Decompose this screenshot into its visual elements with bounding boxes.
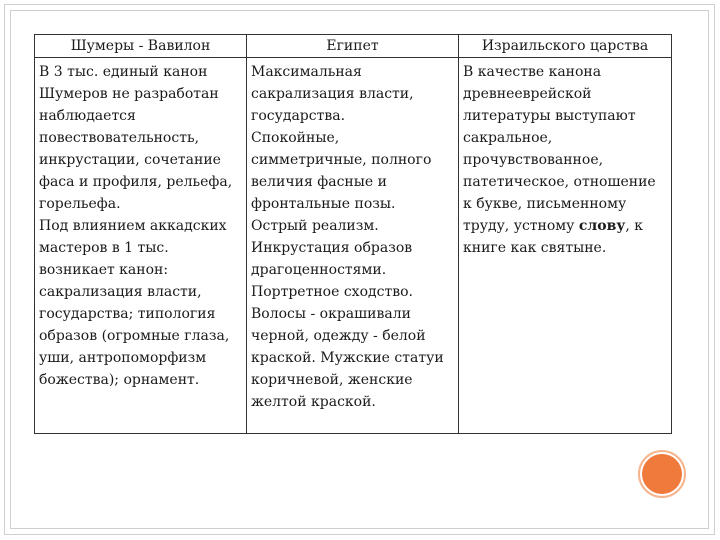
header-israel-kingdom: Израильского царства	[459, 35, 672, 58]
cell-israel-text-start: В качестве канона древнееврейской литературы выступают сакральное, прочувствованное, патетическое, отношение к букве, письменному труду, устному	[463, 64, 656, 234]
cell-sumer-babylon: В 3 тыс. единый канон Шумеров не разработан наблюдается повествовательность, инкрустации, сочетание фаса и профиля, рельефа, горельефа. Под влиянием аккадских мастеров в 1 тыс. возникает канон: сакрализация власти, государства; типология образов (огромные глаза, уши, антропоморфизм божества); орнамент.	[35, 58, 247, 434]
header-sumer-babylon: Шумеры - Вавилон	[35, 35, 247, 58]
header-egypt: Египет	[247, 35, 459, 58]
decorative-dot-fill	[642, 454, 682, 494]
cell-israel-text-end: , к книге как святыне.	[463, 218, 643, 256]
table-header-row	[35, 35, 672, 58]
cell-egypt: Максимальная сакрализация власти, государства. Спокойные, симметричные, полного величия фасные и фронтальные позы. Острый реализм. Инкрустация образов драгоценностями. Портретное сходство. Волосы - окрашивали черной, одежду - белой краской. Мужские статуи коричневой, женские желтой краской.	[247, 58, 459, 434]
table-row	[35, 58, 672, 434]
cell-israel-kingdom	[459, 58, 672, 434]
comparison-table	[34, 34, 672, 434]
cell-israel-bold-word: слову	[578, 218, 626, 234]
decorative-dot	[638, 450, 688, 500]
